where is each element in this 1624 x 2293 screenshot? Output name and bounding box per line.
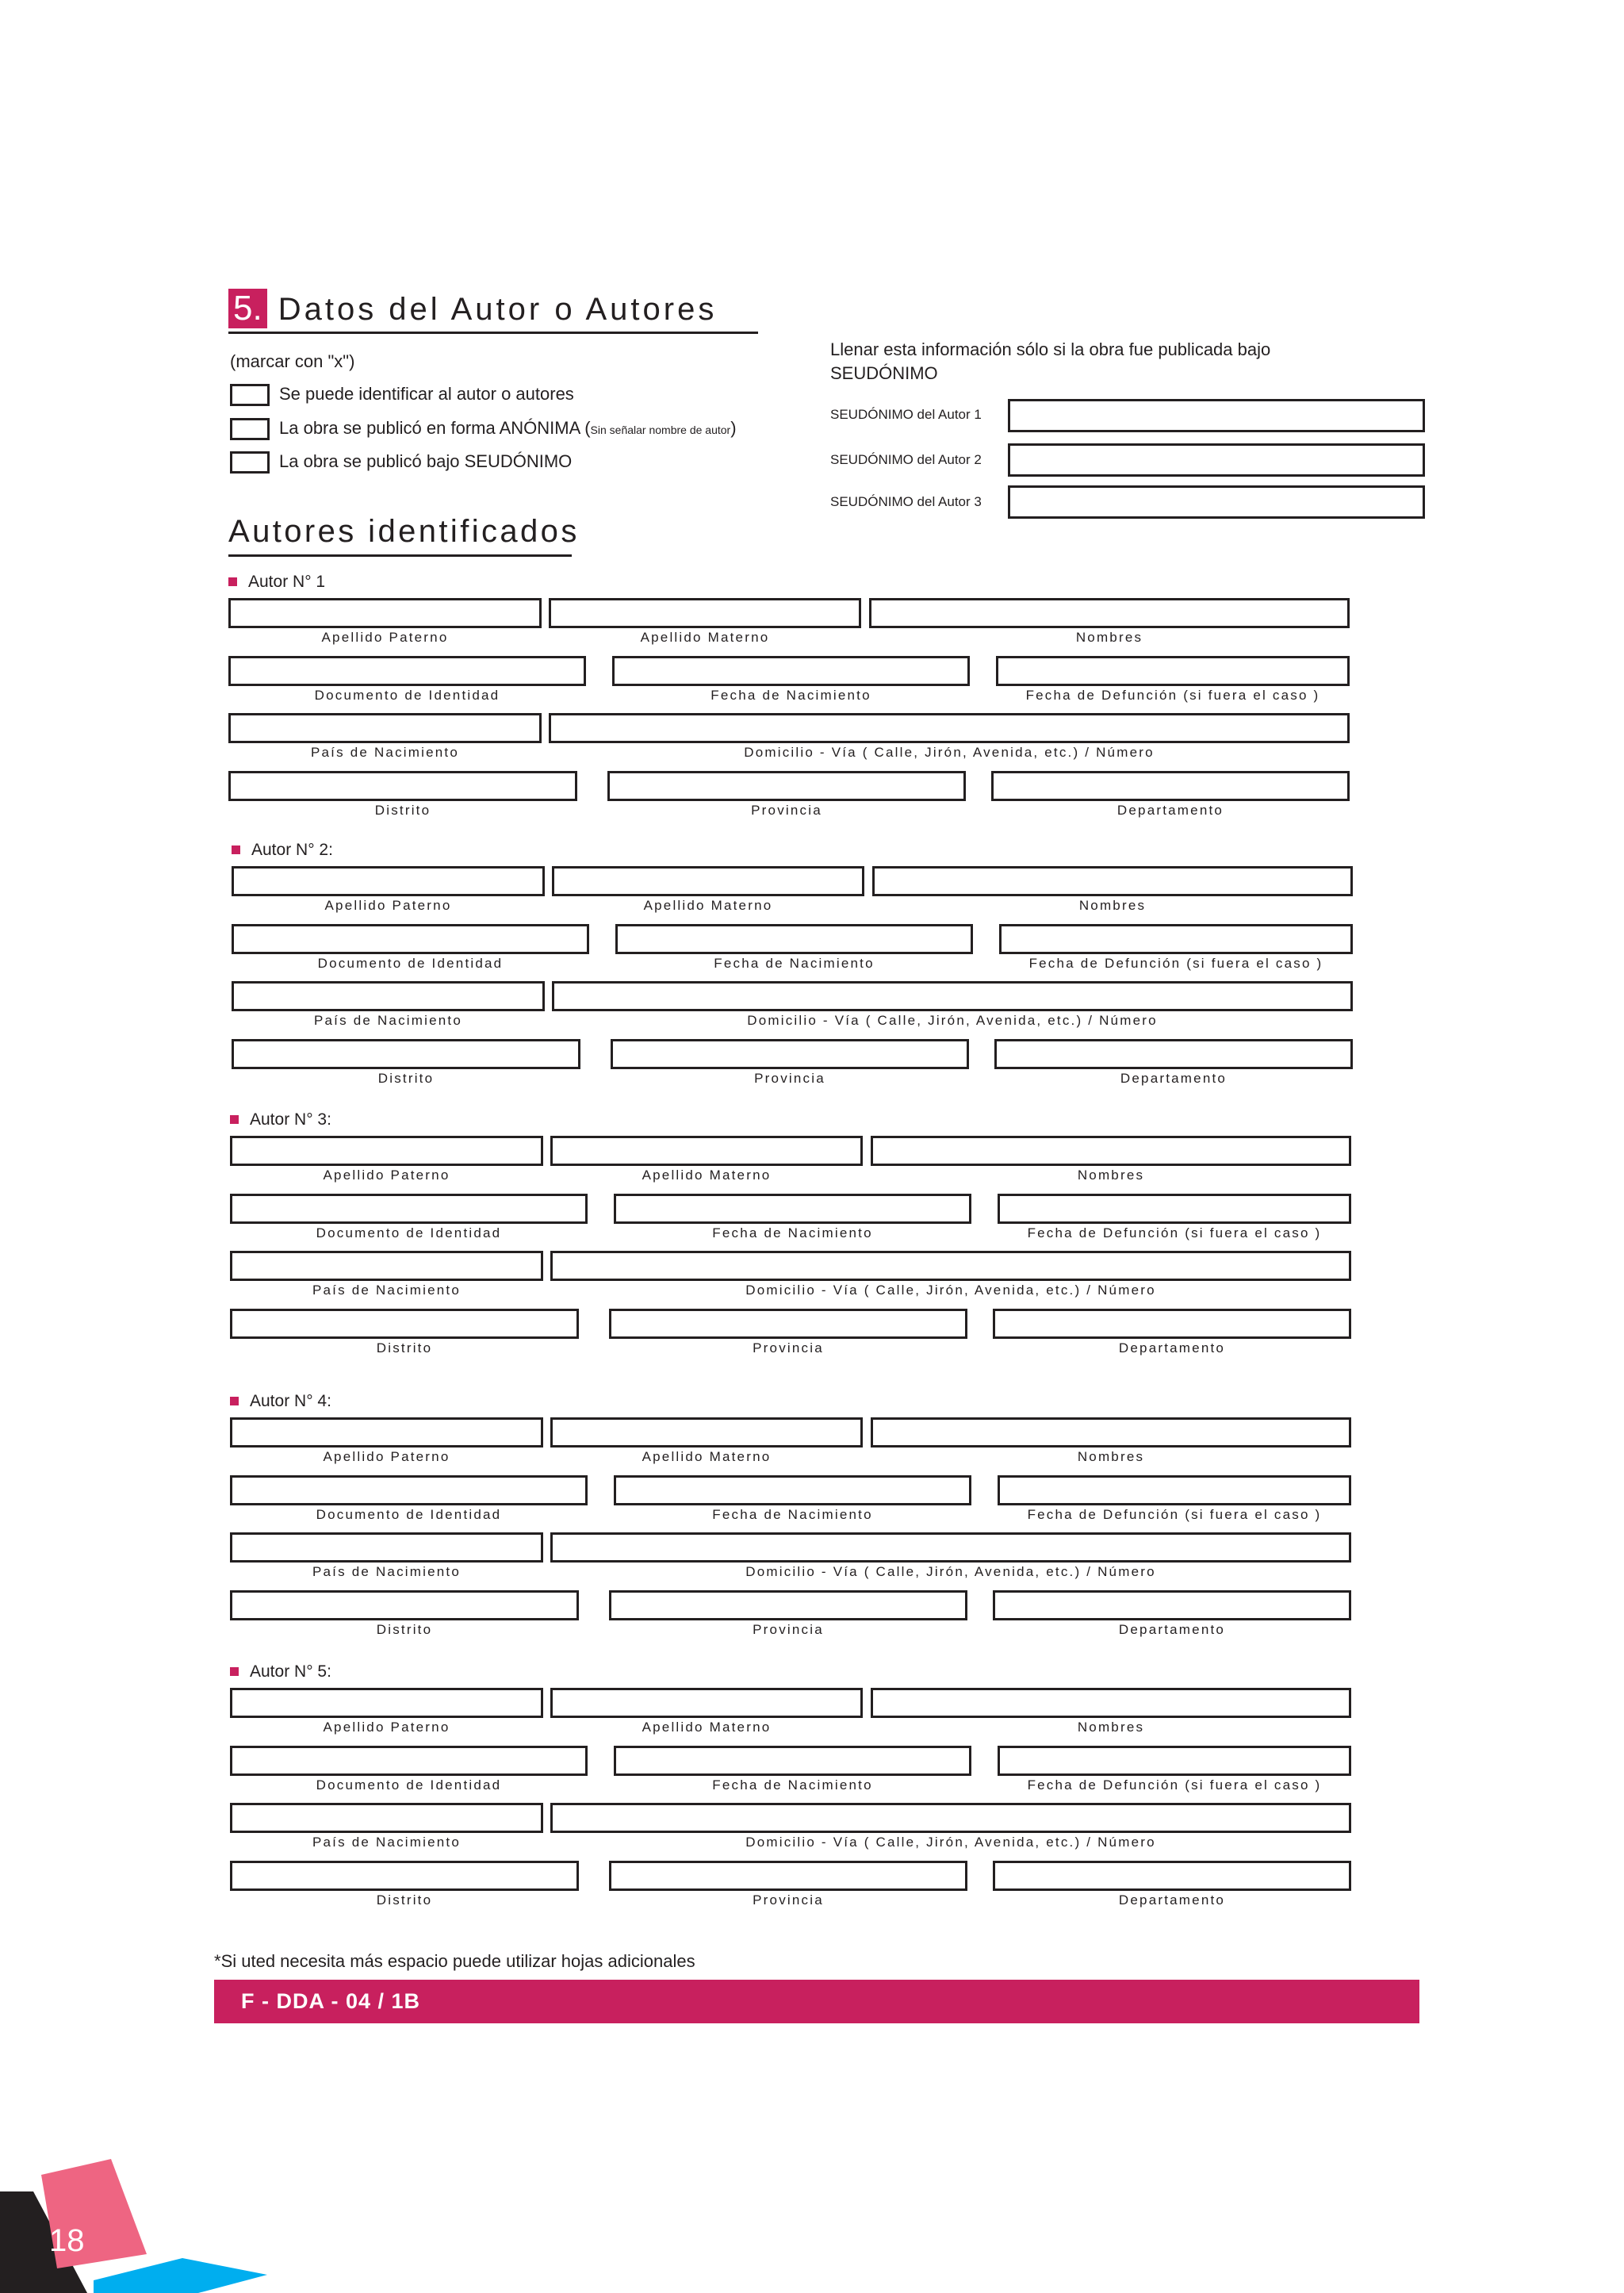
distrito-label: Distrito — [376, 1892, 433, 1908]
nombres-label: Nombres — [1077, 1449, 1145, 1464]
option-identificable-label: Se puede identificar al autor o autores — [279, 384, 574, 404]
apellido-paterno-label: Apellido Paterno — [324, 898, 452, 913]
documento-label: Documento de Identidad — [317, 956, 504, 971]
provincia-label: Provincia — [753, 1892, 824, 1908]
documento-field[interactable] — [228, 656, 586, 686]
domicilio-label: Domicilio - Vía ( Calle, Jirón, Avenida, etc.) / Número — [745, 1564, 1156, 1579]
apellido-paterno-field[interactable] — [228, 598, 542, 628]
author-bullet — [228, 577, 237, 586]
documento-label: Documento de Identidad — [314, 688, 500, 703]
fecha-defuncion-field[interactable] — [999, 924, 1353, 954]
apellido-paterno-label: Apellido Paterno — [323, 1168, 450, 1183]
apellido-materno-label: Apellido Materno — [642, 1449, 772, 1464]
fecha-defuncion-field[interactable] — [996, 656, 1350, 686]
distrito-field[interactable] — [230, 1861, 579, 1891]
fecha-nacimiento-field[interactable] — [615, 924, 973, 954]
fecha-nacimiento-label: Fecha de Nacimiento — [712, 1225, 873, 1240]
pseudonym-intro-line1: Llenar esta información sólo si la obra fue publicada bajo — [830, 339, 1271, 359]
author-heading-text: Autor N° 1 — [248, 573, 326, 591]
apellido-paterno-label: Apellido Paterno — [323, 1449, 450, 1464]
fecha-nacimiento-label: Fecha de Nacimiento — [712, 1507, 873, 1522]
apellido-materno-field[interactable] — [550, 1417, 863, 1448]
departamento-field[interactable] — [993, 1861, 1351, 1891]
pais-field[interactable] — [230, 1251, 543, 1281]
nombres-field[interactable] — [871, 1136, 1351, 1166]
domicilio-field[interactable] — [550, 1532, 1351, 1563]
nombres-field[interactable] — [869, 598, 1350, 628]
fecha-nacimiento-field[interactable] — [612, 656, 970, 686]
apellido-materno-field[interactable] — [550, 1136, 863, 1166]
checkbox-identificable[interactable] — [230, 384, 270, 406]
provincia-label: Provincia — [753, 1340, 824, 1355]
pseudonym-label-3: SEUDÓNIMO del Autor 3 — [830, 494, 982, 509]
apellido-materno-field[interactable] — [550, 1688, 863, 1718]
fecha-defuncion-label: Fecha de Defunción (si fuera el caso ) — [1028, 956, 1323, 971]
author-heading-text: Autor N° 4: — [250, 1392, 331, 1410]
apellido-paterno-field[interactable] — [230, 1688, 543, 1718]
domicilio-label: Domicilio - Vía ( Calle, Jirón, Avenida, etc.) / Número — [745, 1283, 1156, 1298]
provincia-label: Provincia — [754, 1071, 825, 1086]
footnote-text: Si uted necesita más espacio puede utilizar hojas adicionales — [220, 1951, 695, 1971]
author-heading — [232, 841, 333, 860]
fecha-defuncion-field[interactable] — [998, 1746, 1351, 1776]
apellido-paterno-field[interactable] — [230, 1417, 543, 1448]
pais-field[interactable] — [230, 1532, 543, 1563]
pais-label: País de Nacimiento — [312, 1835, 461, 1850]
apellido-paterno-field[interactable] — [230, 1136, 543, 1166]
nombres-label: Nombres — [1077, 1168, 1145, 1183]
author-bullet — [230, 1397, 239, 1405]
fecha-nacimiento-field[interactable] — [614, 1194, 971, 1224]
domicilio-field[interactable] — [550, 1803, 1351, 1833]
fecha-defuncion-field[interactable] — [998, 1475, 1351, 1505]
nombres-label: Nombres — [1078, 898, 1147, 913]
fecha-defuncion-field[interactable] — [998, 1194, 1351, 1224]
distrito-field[interactable] — [232, 1039, 580, 1069]
fecha-nacimiento-label: Fecha de Nacimiento — [710, 688, 871, 703]
apellido-materno-field[interactable] — [549, 598, 861, 628]
domicilio-field[interactable] — [549, 713, 1350, 743]
distrito-field[interactable] — [230, 1590, 579, 1620]
option-anonima-close: ) — [730, 418, 737, 438]
fecha-defuncion-label: Fecha de Defunción (si fuera el caso ) — [1027, 1777, 1322, 1793]
documento-field[interactable] — [230, 1746, 588, 1776]
pais-label: País de Nacimiento — [310, 745, 459, 760]
pseudonym-label-2: SEUDÓNIMO del Autor 2 — [830, 452, 982, 467]
documento-label: Documento de Identidad — [316, 1225, 502, 1240]
nombres-label: Nombres — [1075, 630, 1143, 645]
departamento-label: Departamento — [1116, 803, 1224, 818]
author-heading — [230, 1662, 331, 1681]
page-number: 18 — [49, 2223, 85, 2258]
apellido-materno-label: Apellido Materno — [642, 1168, 772, 1183]
fecha-defuncion-label: Fecha de Defunción (si fuera el caso ) — [1025, 688, 1320, 703]
documento-field[interactable] — [232, 924, 589, 954]
pseudonym-field-3[interactable] — [1008, 485, 1425, 519]
provincia-field[interactable] — [609, 1861, 967, 1891]
apellido-paterno-label: Apellido Paterno — [321, 630, 449, 645]
departamento-label: Departamento — [1120, 1071, 1228, 1086]
domicilio-label: Domicilio - Vía ( Calle, Jirón, Avenida, etc.) / Número — [745, 1835, 1156, 1850]
author-bullet — [230, 1667, 239, 1676]
documento-label: Documento de Identidad — [316, 1777, 502, 1793]
author-heading — [228, 573, 325, 592]
pais-field[interactable] — [232, 981, 545, 1011]
checkbox-anonima[interactable] — [230, 418, 270, 440]
pais-field[interactable] — [228, 713, 542, 743]
departamento-field[interactable] — [991, 771, 1350, 801]
documento-label: Documento de Identidad — [316, 1507, 502, 1522]
apellido-materno-label: Apellido Materno — [642, 1720, 772, 1735]
pseudonym-field-2[interactable] — [1008, 443, 1425, 477]
distrito-label: Distrito — [374, 803, 431, 818]
apellido-materno-label: Apellido Materno — [643, 898, 773, 913]
author-heading — [230, 1392, 331, 1411]
departamento-label: Departamento — [1118, 1622, 1226, 1637]
option-anonima-label — [279, 418, 737, 439]
corner-blue-shape — [94, 2258, 267, 2293]
domicilio-label: Domicilio - Vía ( Calle, Jirón, Avenida, etc.) / Número — [747, 1013, 1158, 1028]
departamento-label: Departamento — [1118, 1892, 1226, 1908]
author-bullet — [230, 1115, 239, 1124]
provincia-label: Provincia — [751, 803, 822, 818]
fecha-nacimiento-field[interactable] — [614, 1746, 971, 1776]
author-heading-text: Autor N° 2: — [251, 841, 333, 859]
pseudonym-intro-line2: SEUDÓNIMO — [830, 363, 938, 383]
author-heading-text: Autor N° 5: — [250, 1662, 331, 1681]
fecha-nacimiento-label: Fecha de Nacimiento — [712, 1777, 873, 1793]
distrito-label: Distrito — [377, 1071, 435, 1086]
apellido-materno-label: Apellido Materno — [640, 630, 770, 645]
form-code: F - DDA - 04 / 1B — [241, 1989, 421, 2013]
mark-instruction: (marcar con "x") — [230, 351, 355, 371]
pseudonym-field-1[interactable] — [1008, 399, 1425, 432]
form-code-bar — [214, 1980, 1419, 2023]
option-seudonimo-label: La obra se publicó bajo SEUDÓNIMO — [279, 451, 573, 471]
fecha-nacimiento-field[interactable] — [614, 1475, 971, 1505]
departamento-field[interactable] — [993, 1309, 1351, 1339]
section-title-underline — [228, 332, 758, 334]
pais-label: País de Nacimiento — [312, 1283, 461, 1298]
nombres-label: Nombres — [1077, 1720, 1145, 1735]
identified-authors-title: Autores identificados — [228, 514, 580, 549]
corner-decoration — [0, 2142, 285, 2293]
footnote-asterisk: * — [214, 1951, 221, 1971]
distrito-field[interactable] — [230, 1309, 579, 1339]
pseudonym-label-1: SEUDÓNIMO del Autor 1 — [830, 407, 982, 422]
section-number: 5. — [228, 289, 267, 328]
departamento-field[interactable] — [993, 1590, 1351, 1620]
domicilio-label: Domicilio - Vía ( Calle, Jirón, Avenida, etc.) / Número — [744, 745, 1155, 760]
domicilio-field[interactable] — [550, 1251, 1351, 1281]
nombres-field[interactable] — [871, 1417, 1351, 1448]
footnote — [214, 1951, 695, 1972]
departamento-label: Departamento — [1118, 1340, 1226, 1355]
pais-label: País de Nacimiento — [312, 1564, 461, 1579]
distrito-label: Distrito — [376, 1340, 433, 1355]
nombres-field[interactable] — [872, 866, 1353, 896]
section-title — [228, 289, 717, 328]
fecha-defuncion-label: Fecha de Defunción (si fuera el caso ) — [1027, 1225, 1322, 1240]
apellido-paterno-field[interactable] — [232, 866, 545, 896]
pais-label: País de Nacimiento — [313, 1013, 462, 1028]
author-heading — [230, 1110, 331, 1129]
documento-field[interactable] — [230, 1475, 588, 1505]
option-anonima-note: Sin señalar nombre de autor — [590, 424, 731, 436]
domicilio-field[interactable] — [552, 981, 1353, 1011]
checkbox-seudonimo[interactable] — [230, 451, 270, 474]
provincia-field[interactable] — [611, 1039, 969, 1069]
provincia-field[interactable] — [609, 1309, 967, 1339]
apellido-materno-field[interactable] — [552, 866, 864, 896]
distrito-field[interactable] — [228, 771, 577, 801]
author-heading-text: Autor N° 3: — [250, 1110, 331, 1129]
distrito-label: Distrito — [376, 1622, 433, 1637]
fecha-nacimiento-label: Fecha de Nacimiento — [714, 956, 875, 971]
fecha-defuncion-label: Fecha de Defunción (si fuera el caso ) — [1027, 1507, 1322, 1522]
apellido-paterno-label: Apellido Paterno — [323, 1720, 450, 1735]
provincia-field[interactable] — [609, 1590, 967, 1620]
nombres-field[interactable] — [871, 1688, 1351, 1718]
identified-authors-underline — [228, 554, 572, 557]
section-title-text: Datos del Autor o Autores — [278, 292, 718, 327]
documento-field[interactable] — [230, 1194, 588, 1224]
departamento-field[interactable] — [994, 1039, 1353, 1069]
pais-field[interactable] — [230, 1803, 543, 1833]
option-anonima-text: La obra se publicó en forma ANÓNIMA ( — [279, 418, 591, 438]
provincia-label: Provincia — [753, 1622, 824, 1637]
author-bullet — [232, 845, 240, 854]
provincia-field[interactable] — [607, 771, 966, 801]
